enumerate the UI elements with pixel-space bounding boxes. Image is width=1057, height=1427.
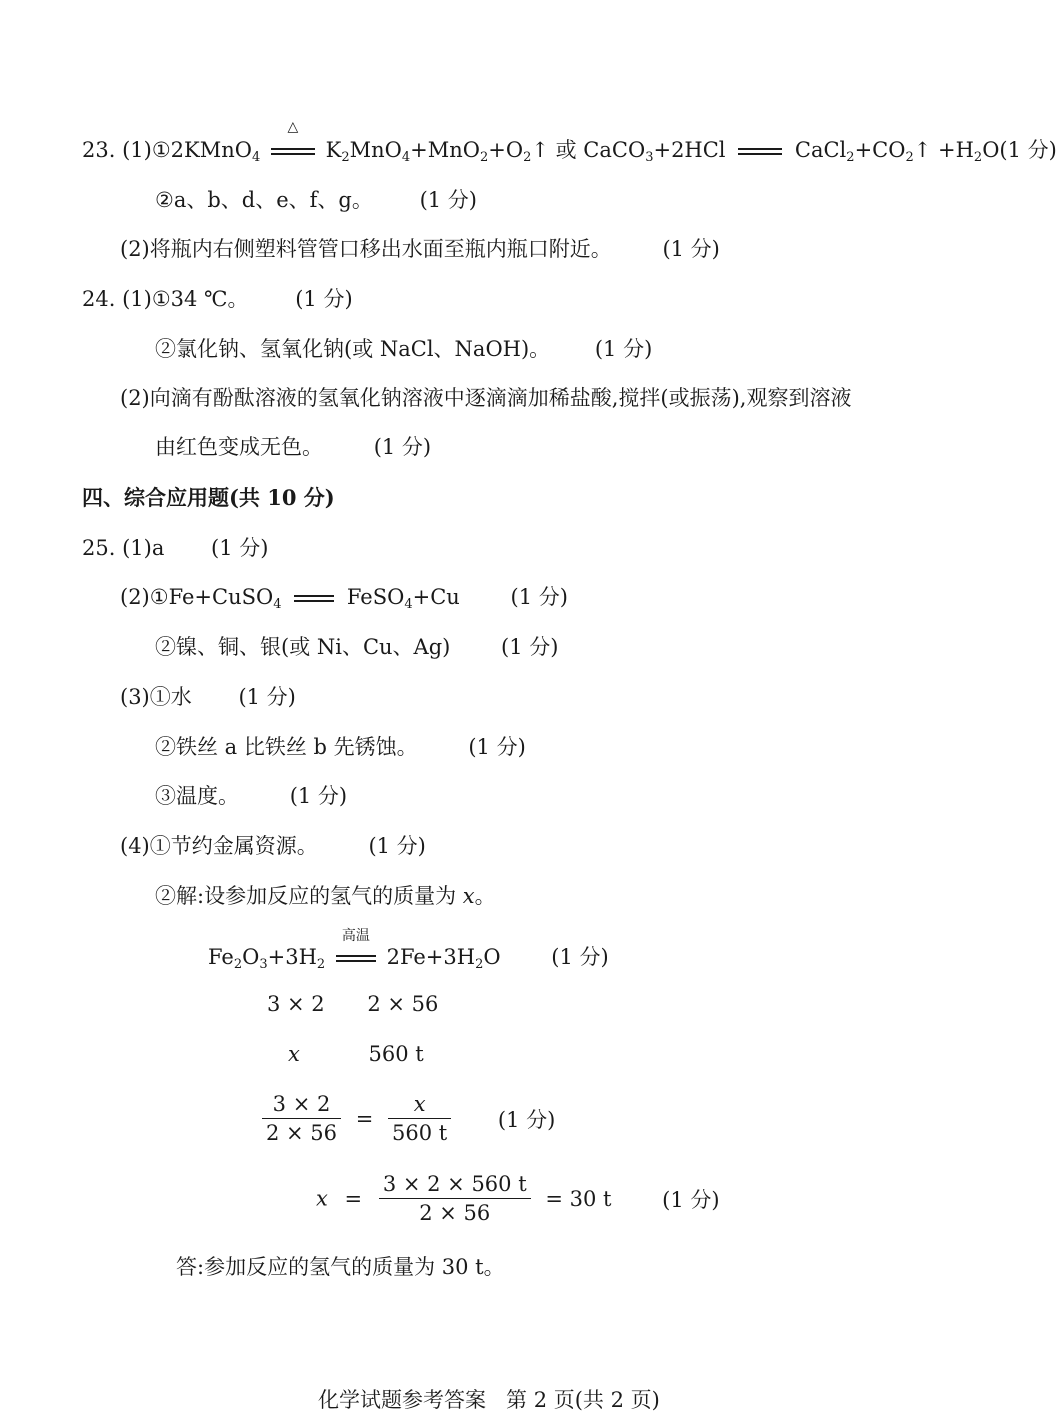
q25-part3a: (3)①水 (1 分) — [120, 685, 296, 709]
q25-part2a: (2)①Fe+CuSO$_4$ FeSO$_4$+Cu (1 分) — [120, 585, 568, 612]
score: (1 分) — [373, 435, 432, 459]
q25-reaction-equation: $Fe_2O_3+3H_2$ 高温 $2Fe+3H_2O$ (1 分) — [208, 928, 609, 972]
q25-part2b: ②镍、铜、银(或 Ni、Cu、Ag) (1 分) — [155, 635, 559, 659]
score: (1 分) — [295, 287, 353, 311]
score: (1 分) — [238, 685, 296, 709]
score: (1 分) — [289, 784, 348, 808]
fraction: $\frac{x}{560 t}$ — [388, 1092, 451, 1145]
q25-part1: 25. (1)a (1 分) — [82, 536, 269, 560]
score: (1 分) — [662, 1187, 720, 1212]
q25-answer: 答:参加反应的氢气的质量为 30 t。 — [176, 1255, 505, 1279]
q24-part1a: 24. (1)①34 ℃。 (1 分) — [82, 287, 353, 311]
q25-part3c: ③温度。 (1 分) — [155, 784, 348, 808]
q25-part4a: (4)①节约金属资源。 (1 分) — [120, 834, 426, 858]
equals-arrow — [738, 148, 782, 155]
q23-part1b: ②a、b、d、e、f、g。 (1 分) — [155, 188, 477, 212]
page-footer: 化学试题参考答案 第 2 页(共 2 页) — [318, 1388, 660, 1412]
ratio-row: 3 × 2 2 × 56 — [267, 992, 439, 1016]
q24-part2-line1: (2)向滴有酚酞溶液的氢氧化钠溶液中逐滴滴加稀盐酸,搅拌(或振荡),观察到溶液 — [120, 386, 852, 410]
q24-part2-line2: 由红色变成无色。 (1 分) — [155, 435, 432, 459]
q25-part3b: ②铁丝 a 比铁丝 b 先锈蚀。 (1 分) — [155, 735, 526, 759]
calculation: x = $\frac{3 \times 2 \times 560 t}{2 \times 56}$ = 30 t (1 分) — [316, 1172, 720, 1225]
score: (1 分) — [368, 834, 426, 858]
fraction: $\frac{3 \times 2 \times 560 t}{2 \times 56}$ — [379, 1172, 531, 1225]
high-temp-arrow: 高温 — [336, 945, 376, 969]
q23-part1-equation: 23. (1)①2KMnO$_4$ △ $K_2MnO_4+MnO_2+O_2↑$ 或 CaCO$_3$+2HCl $CaCl_2+CO_2↑ +H_2O(1$ 分) — [82, 119, 1057, 165]
score: (1 分) — [594, 337, 653, 361]
question-number: 23. — [82, 138, 116, 162]
heat-arrow: △ — [271, 138, 315, 162]
q23-part2: (2)将瓶内右侧塑料管管口移出水面至瓶内瓶口附近。 (1 分) — [120, 237, 720, 261]
score: (1 分) — [510, 585, 568, 609]
score: (1 分) — [501, 635, 559, 659]
score: (1 分) — [662, 237, 720, 261]
score: (1 分) — [211, 536, 269, 560]
section-heading: 四、综合应用题(共 10 分) — [82, 485, 335, 510]
score: (1 分) — [419, 188, 477, 212]
proportion-equation: $\frac{3 \times 2}{2 \times 56}$ = $\frac{x}{560 t}$ (1 分) — [262, 1092, 555, 1145]
q24-part1b: ②氯化钠、氢氧化钠(或 NaCl、NaOH)。 (1 分) — [155, 337, 653, 361]
fraction: $\frac{3 \times 2}{2 \times 56}$ — [262, 1092, 341, 1145]
score: (1 分) — [497, 1107, 556, 1132]
unknown-row: x 560 t — [288, 1042, 424, 1066]
score: (1 分) — [551, 945, 609, 969]
score: (1 分) — [468, 735, 526, 759]
equals-arrow — [294, 595, 334, 602]
score: (1 分) — [999, 138, 1057, 162]
q25-part4b: ②解:设参加反应的氢气的质量为 x。 — [155, 884, 496, 908]
